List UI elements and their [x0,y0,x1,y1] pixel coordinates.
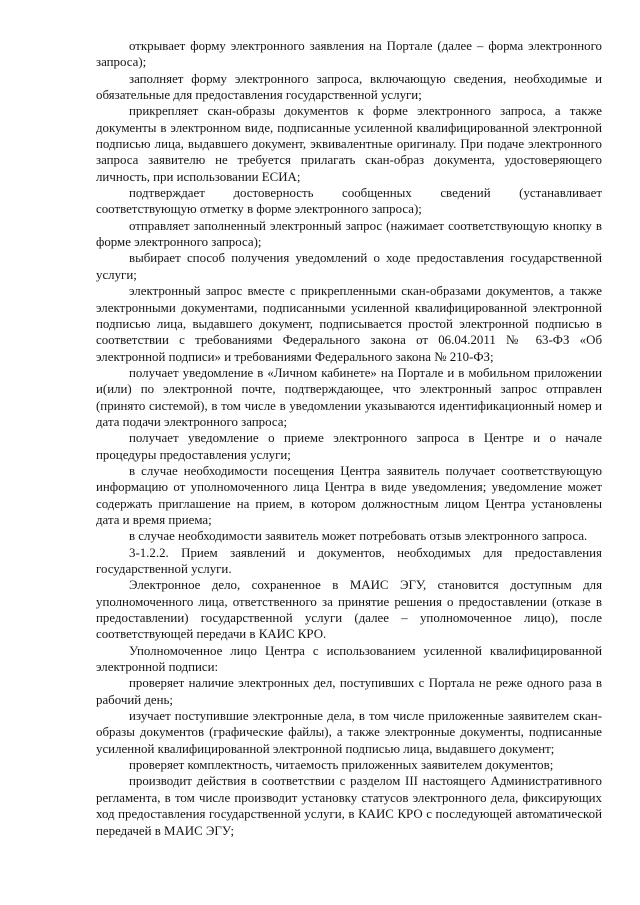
paragraph-attach-scans: прикрепляет скан-образы документов к форме электронного запроса, а также документы в электронном виде, подписанные усиленной квалифицированной электронной подписью лица, выдавшего документ, эквивалентные оригиналу. При подаче электронного запроса заявителю не требуется прилагать скан-образ документа, удостоверяющего личность, при использовании ЕСИА; [96,104,602,184]
paragraph-authorized-person: Уполномоченное лицо Центра с использованием усиленной квалифицированной электронной подписи: [96,643,602,675]
paragraph-electronic-case: Электронное дело, сохраненное в МАИС ЭГУ, становится доступным для уполномоченного лица, ответственного за принятие решения о предоставлении (отказе в предоставлении) государственной услуги (далее – уполномоченное лицо), после соответствующей передачи в КАИС КРО. [96,578,602,642]
paragraph-acceptance-notice: получает уведомление о приеме электронного запроса в Центре и о начале процедуры предоставления услуги; [96,431,602,462]
document-page [96,38,602,839]
paragraph-section-heading: 3-1.2.2. Прием заявлений и документов, необходимых для предоставления государственной услуги. [96,545,602,576]
paragraph-visit-center: в случае необходимости посещения Центра заявитель получает соответствующую информацию от уполномоченного лица Центра в виде уведомления; уведомление может содержать приглашение на прием, в котором должностным лицом Центра установлены дата и время приема; [96,463,602,527]
paragraph-check-completeness: проверяет комплектность, читаемость приложенных заявителем документов; [129,758,554,773]
paragraph-withdraw-request: в случае необходимости заявитель может потребовать отзыв электронного запроса. [129,529,588,544]
paragraph-notification-method: выбирает способ получения уведомлений о ходе предоставления государственной услуги; [96,251,602,282]
paragraph-perform-actions: производит действия в соответствии с разделом III настоящего Административного регламента, в том числе производит установку статусов электронного дела, фиксирующих ход предоставления государственной услуги, в КАИС КРО с последующей автоматической передачей в МАИС ЭГУ; [96,774,602,838]
paragraph-send-request: отправляет заполненный электронный запрос (нажимает соответствующую кнопку в форме электронного запроса); [96,218,602,250]
paragraph-receive-notification: получает уведомление в «Личном кабинете» на Портале и в мобильном приложении и(или) по электронной почте, подтверждающее, что электронный запрос отправлен (принято системой), в том числе в уведомлении указываются идентификационный номер и дата подачи электронного запроса; [96,365,602,429]
paragraph-open-form: открывает форму электронного заявления на Портале (далее – форма электронного запроса); [96,39,602,70]
paragraph-check-cases: проверяет наличие электронных дел, поступивших с Портала не реже одного раза в рабочий день; [96,676,602,707]
paragraph-fill-form: заполняет форму электронного запроса, включающую сведения, необходимые и обязательные для предоставления государственной услуги; [96,71,602,103]
paragraph-study-cases: изучает поступившие электронные дела, в том числе приложенные заявителем скан-образы документов (графические файлы), а также электронные документы, подписанные усиленной квалифицированной электронной подписью лица, выдавшего документ; [96,709,602,756]
paragraph-simple-signature: электронный запрос вместе с прикрепленными скан-образами документов, а также электронными документами, подписанными усиленной квалифицированной электронной подписью лица, выдавшего документ, подписывается простой электронной подписью в соответствии с требованиями Федерального закона от 06.04.2011 № 63-ФЗ «Об электронной подписи» и требованиями Федерального закона № 210-ФЗ; [96,284,602,364]
paragraph-confirm-data: подтверждает достоверность сообщенных сведений (устанавливает соответствующую отметку в форме электронного запроса); [96,186,602,217]
